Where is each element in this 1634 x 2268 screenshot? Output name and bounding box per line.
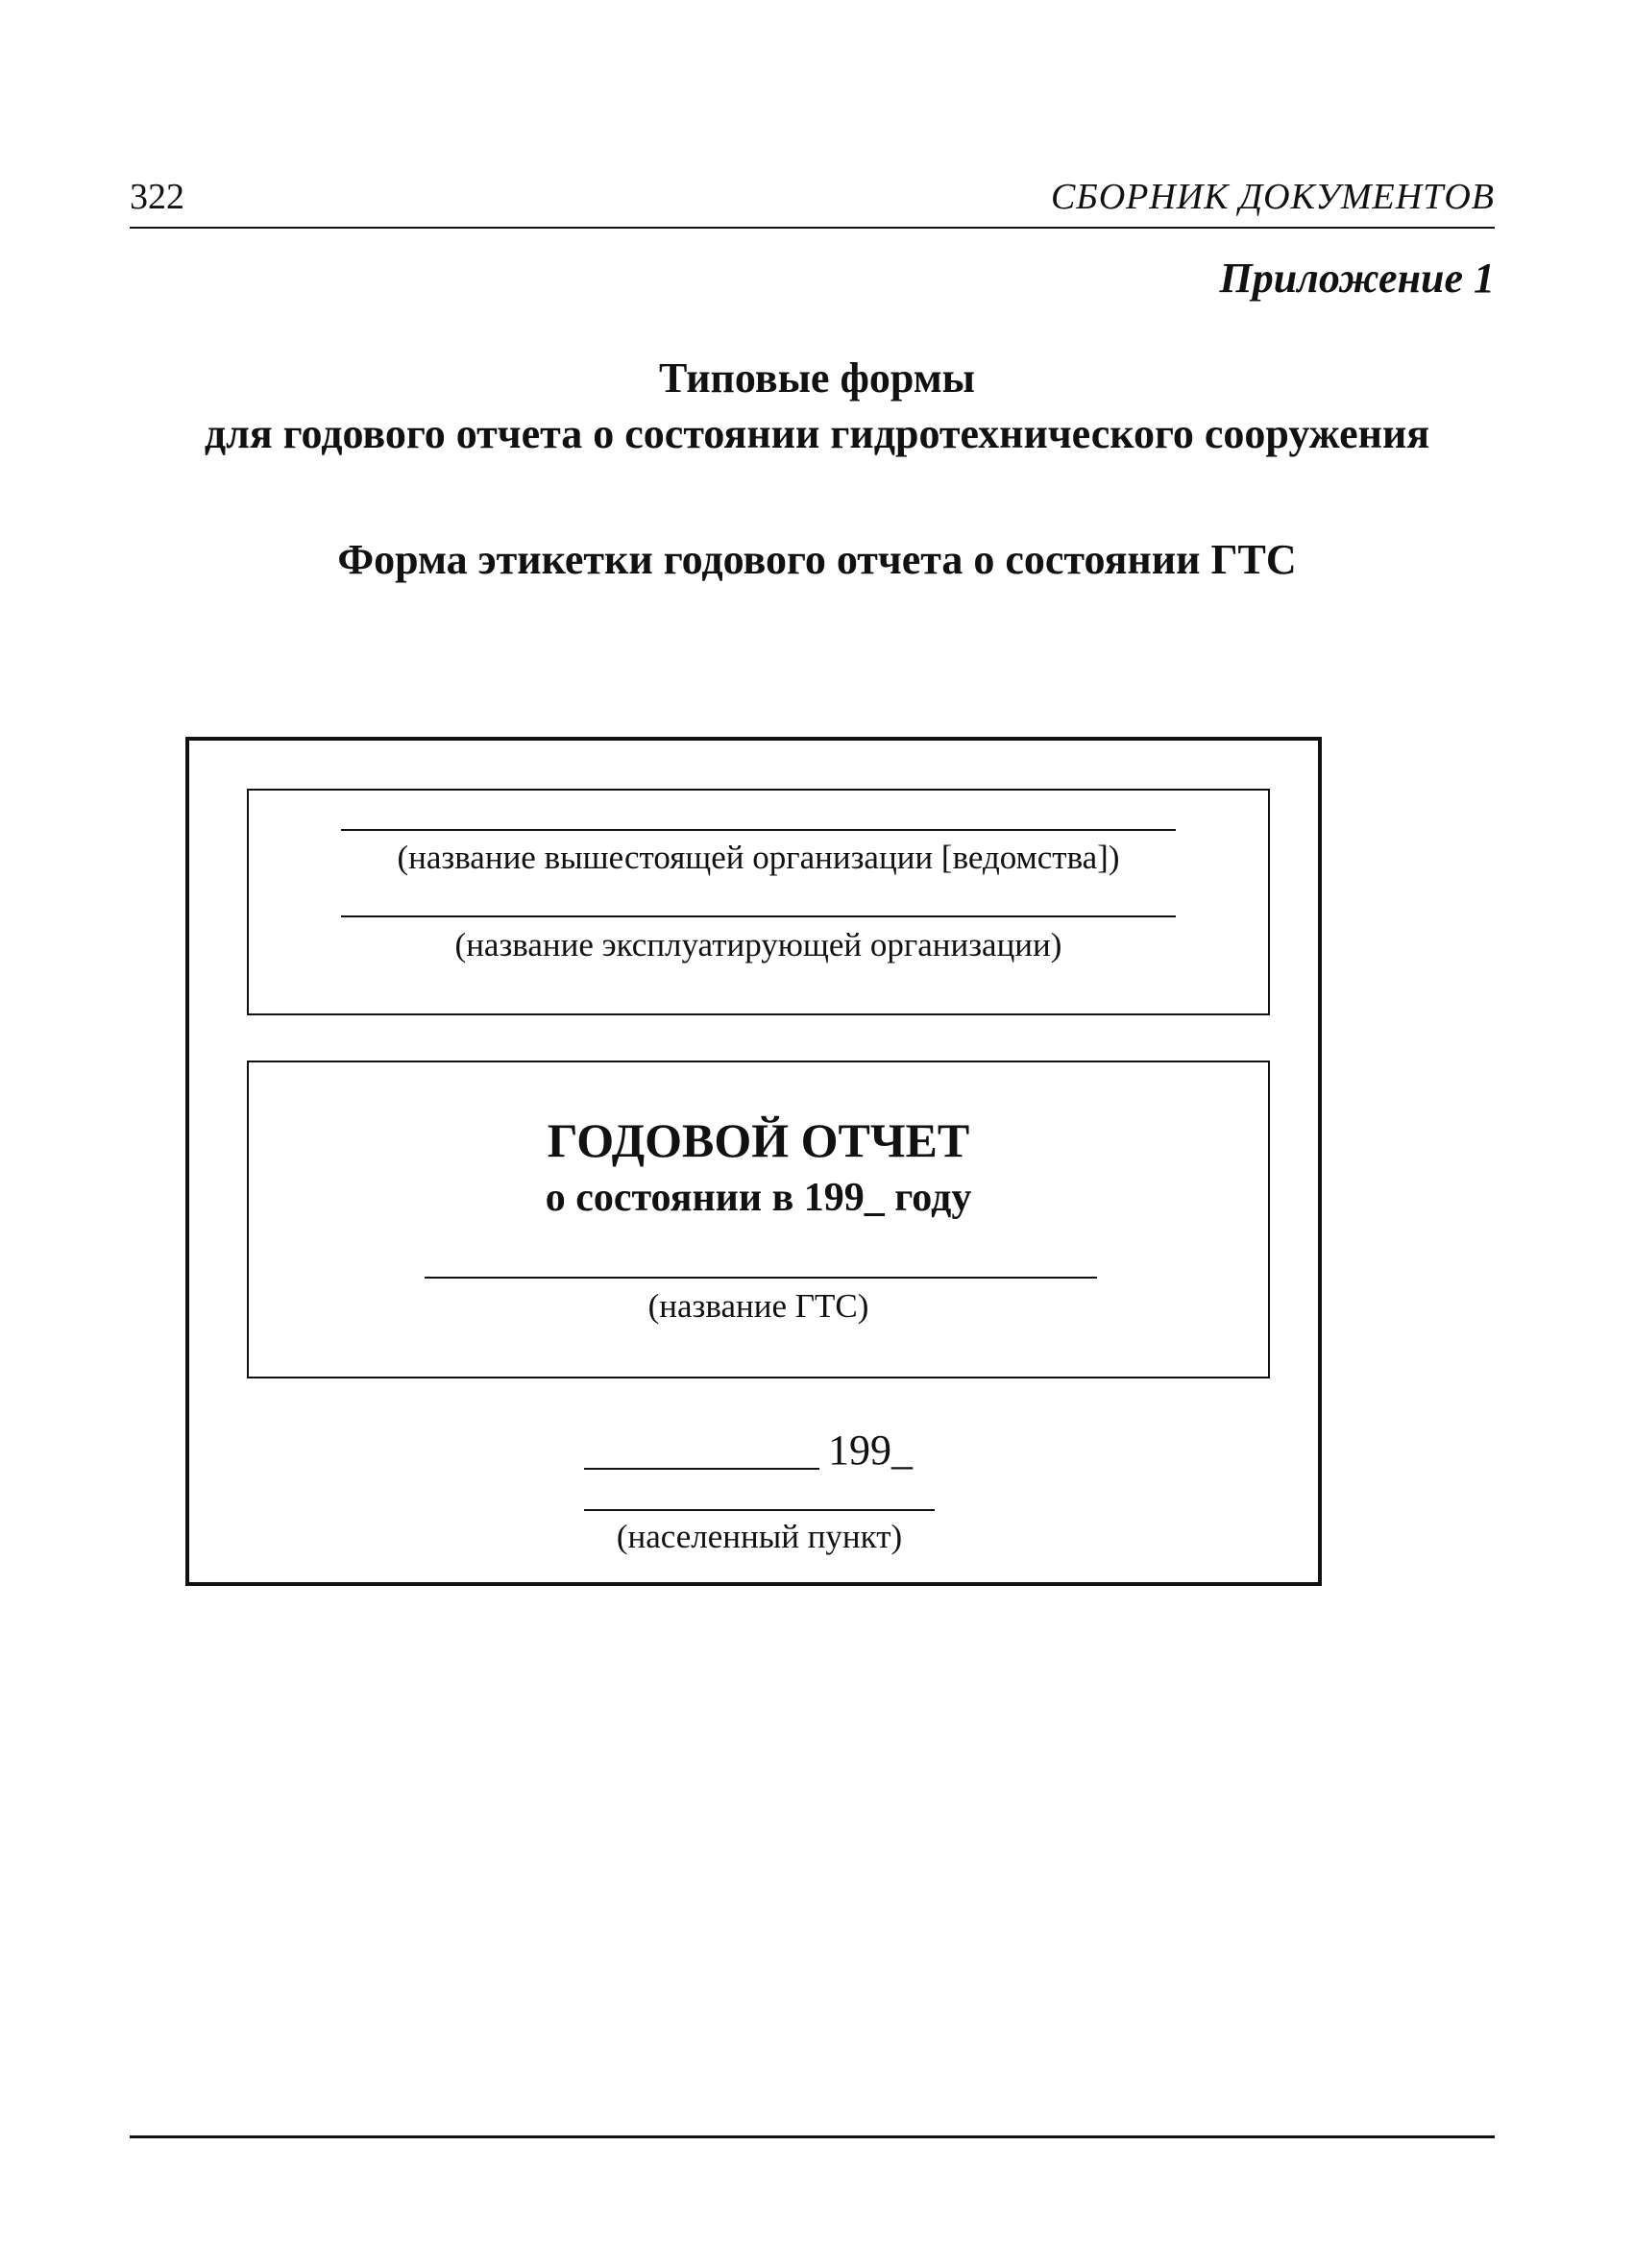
- footer-rule: [130, 2135, 1495, 2138]
- report-block: [247, 1061, 1270, 1378]
- header-rule: [130, 227, 1495, 229]
- appendix-label: Приложение 1: [1219, 255, 1495, 302]
- locality-blank-line: [584, 1509, 935, 1511]
- parent-org-blank-line: [341, 829, 1176, 831]
- date-blank-line: [584, 1468, 819, 1470]
- document-title-line1: Типовые формы: [658, 354, 976, 402]
- parent-org-caption: (название вышестоящей организации [ведомства]): [397, 839, 1120, 876]
- report-title: ГОДОВОЙ ОТЧЕТ: [547, 1113, 970, 1167]
- gts-name-blank-line: [425, 1277, 1097, 1279]
- operating-org-caption: (название эксплуатирующей организации): [454, 926, 1062, 963]
- label-form: [185, 737, 1322, 1586]
- running-head: СБОРНИК ДОКУМЕНТОВ: [1050, 177, 1495, 217]
- locality-caption: (населенный пункт): [616, 1518, 903, 1555]
- document-title-line2: для годового отчета о состоянии гидротехнического сооружения: [204, 410, 1430, 457]
- report-subtitle: о состоянии в 199_ году: [545, 1176, 972, 1220]
- operating-org-blank-line: [341, 915, 1176, 917]
- form-subtitle: Форма этикетки годового отчета о состоянии ГТС: [337, 536, 1297, 583]
- date-year: 199_: [828, 1427, 913, 1474]
- page-number: 322: [130, 177, 184, 217]
- organization-block: [247, 789, 1270, 1015]
- gts-name-caption: (название ГТС): [647, 1287, 869, 1325]
